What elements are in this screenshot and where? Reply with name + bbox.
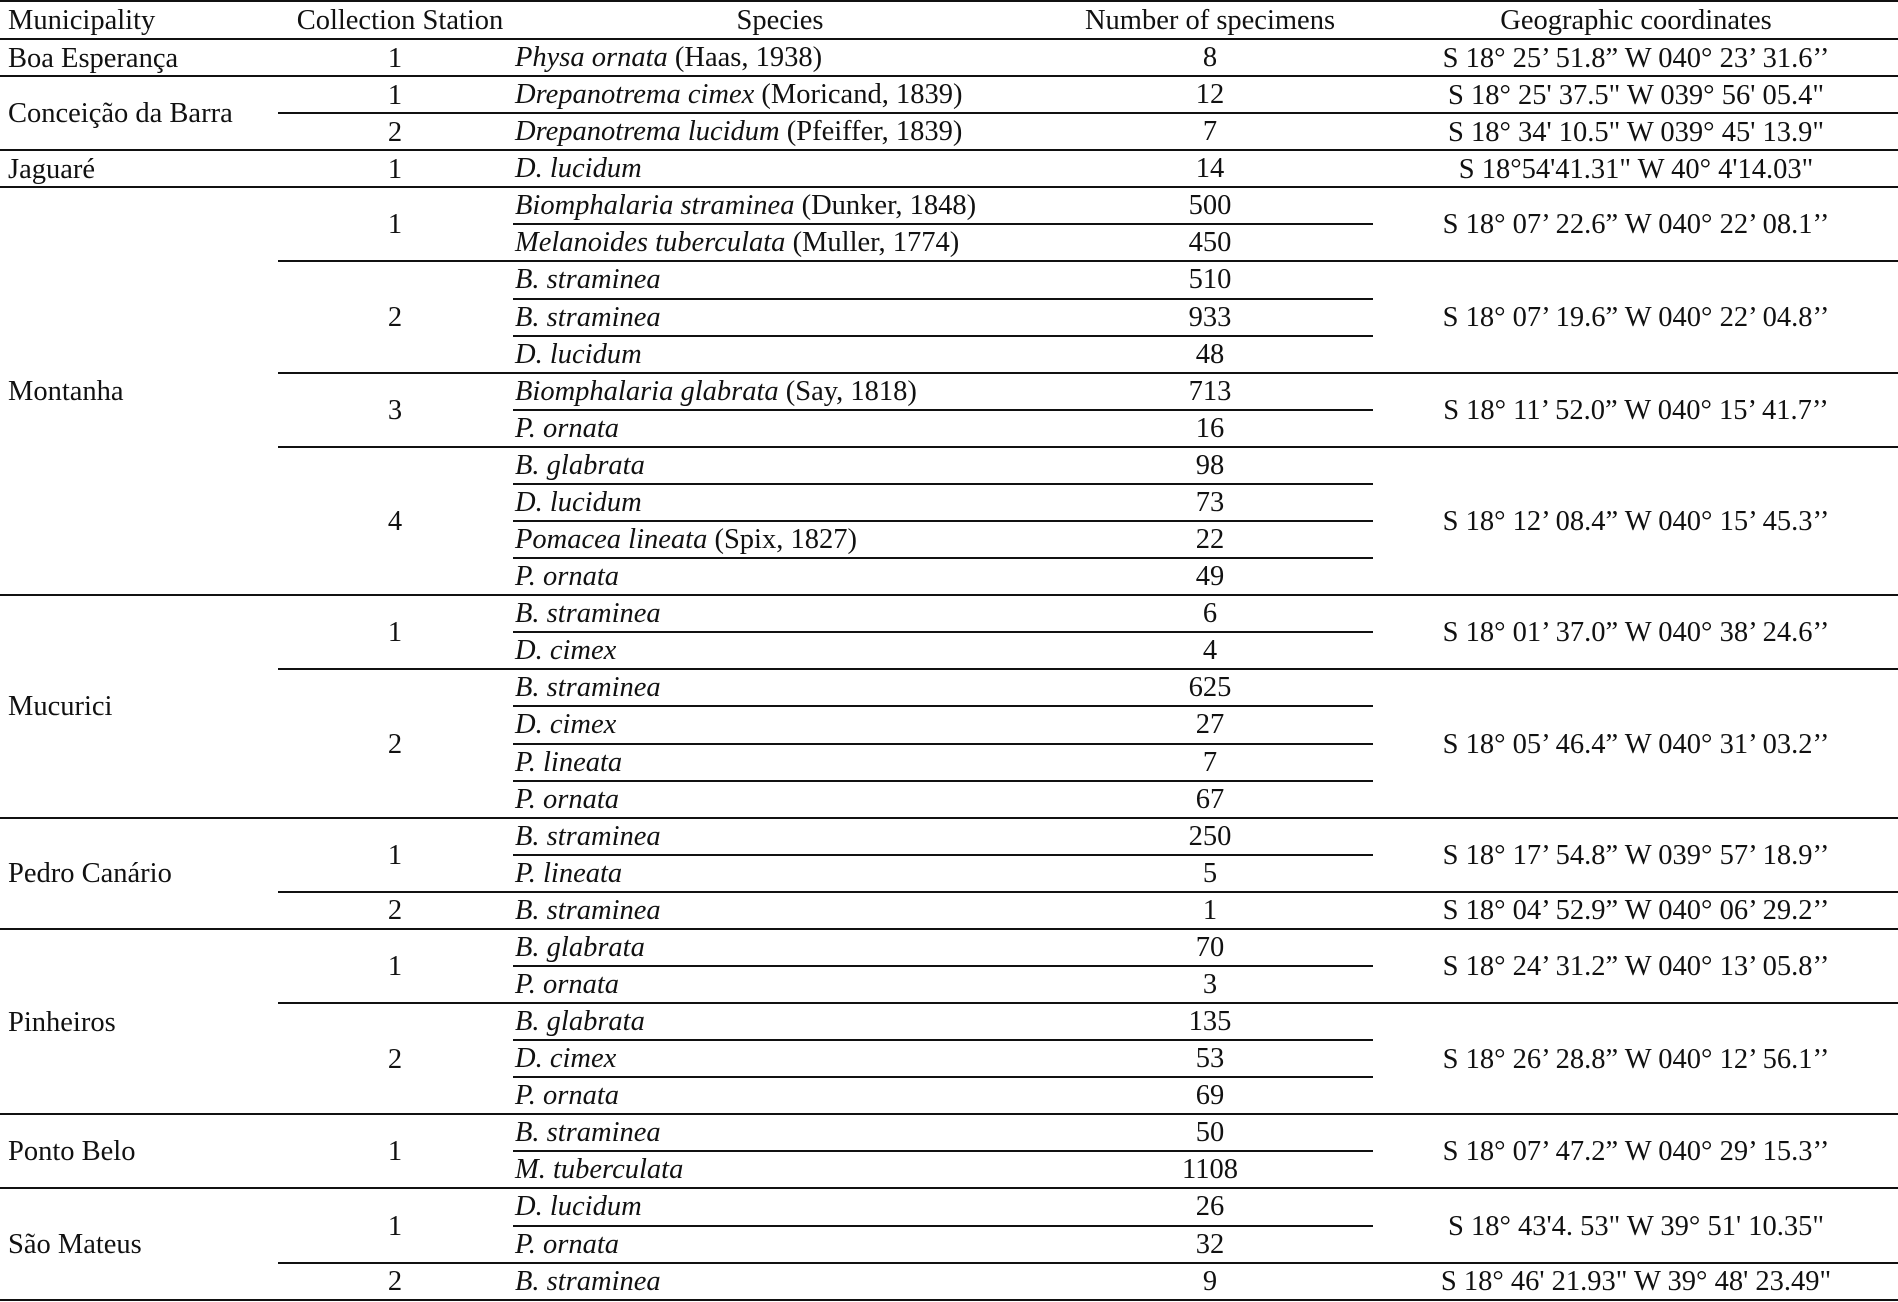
geographic-coordinates: S 18° 07’ 22.6” W 040° 22’ 08.1’’: [1442, 209, 1830, 241]
specimen-count: 69: [1195, 1080, 1225, 1112]
species-authority: (Say, 1818): [778, 375, 917, 407]
collection-station: 2: [387, 895, 403, 927]
species-name: [515, 150, 642, 187]
specimen-count: 12: [1195, 79, 1225, 111]
table-rule: [0, 149, 1898, 151]
species-name: [515, 521, 857, 558]
species-binomial: D. cimex: [515, 1043, 617, 1075]
specimen-count: 26: [1195, 1191, 1225, 1223]
species-name: [515, 1114, 661, 1151]
collection-station: 1: [387, 839, 403, 871]
species-authority: (Dunker, 1848): [794, 190, 977, 222]
table-rule: [513, 520, 1373, 522]
species-binomial: D. lucidum: [515, 153, 642, 185]
specimen-count: 67: [1195, 783, 1225, 815]
specimen-count: 4: [1202, 635, 1218, 667]
species-name: [515, 855, 622, 892]
species-name: [515, 39, 822, 76]
specimen-count: 250: [1188, 820, 1232, 852]
species-binomial: D. lucidum: [515, 338, 642, 370]
table-rule: [513, 335, 1373, 337]
table-rule: [513, 780, 1373, 782]
collection-station: 1: [387, 153, 403, 185]
species-binomial: Melanoides tuberculata: [515, 227, 786, 259]
species-binomial: P. lineata: [515, 857, 623, 889]
table-rule: [278, 668, 1898, 670]
collection-station: 2: [387, 116, 403, 148]
specimen-count: 1108: [1182, 1154, 1238, 1186]
species-name: [515, 1077, 619, 1114]
header-geographic-coordinates: Geographic coordinates: [1500, 5, 1772, 36]
table-rule: [513, 223, 1373, 225]
table-rule: [0, 928, 1898, 930]
species-binomial: D. lucidum: [515, 486, 642, 518]
collection-station: 2: [387, 302, 403, 334]
geographic-coordinates: S 18° 34' 10.5" W 039° 45' 13.9": [1448, 116, 1824, 148]
species-binomial: B. straminea: [515, 598, 661, 630]
table-rule: [278, 446, 1898, 448]
specimen-count: 713: [1188, 375, 1232, 407]
specimen-count: 32: [1195, 1228, 1225, 1260]
species-name: [515, 669, 661, 706]
species-name: [515, 818, 661, 855]
table-rule: [0, 1187, 1898, 1189]
species-binomial: D. lucidum: [515, 1191, 642, 1223]
species-name: [515, 1151, 683, 1188]
species-binomial: B. glabrata: [515, 931, 645, 963]
collection-station: 1: [387, 1136, 403, 1168]
header-number-of-specimens: Number of specimens: [1084, 5, 1336, 36]
table-rule: [513, 743, 1373, 745]
specimen-count: 3: [1202, 969, 1218, 1000]
species-name: [515, 558, 619, 595]
table-rule: [278, 260, 1898, 262]
municipality-name: Ponto Belo: [8, 1136, 136, 1168]
species-name: [515, 113, 962, 150]
specimen-count: 73: [1195, 486, 1225, 518]
collection-station: 2: [387, 1043, 403, 1075]
species-name: [515, 299, 661, 336]
species-name: [515, 781, 619, 818]
geographic-coordinates: S 18° 25' 37.5" W 039° 56' 05.4": [1448, 79, 1824, 111]
species-binomial: B. straminea: [515, 672, 661, 704]
species-binomial: B. straminea: [515, 894, 661, 926]
geographic-coordinates: S 18° 04’ 52.9” W 040° 06’ 29.2’’: [1442, 895, 1830, 927]
species-binomial: D. cimex: [515, 635, 617, 667]
specimen-count: 510: [1188, 264, 1232, 296]
species-name: [515, 1226, 619, 1263]
header-municipality: Municipality: [8, 5, 156, 36]
specimen-count: 6: [1202, 598, 1218, 630]
geographic-coordinates: S 18° 12’ 08.4” W 040° 15’ 45.3’’: [1442, 506, 1830, 538]
geographic-coordinates: S 18° 43'4. 53" W 39° 51' 10.35": [1448, 1210, 1824, 1242]
specimen-count: 450: [1188, 227, 1232, 259]
header-species: Species: [736, 5, 824, 36]
geographic-coordinates: S 18° 07’ 19.6” W 040° 22’ 04.8’’: [1442, 302, 1830, 334]
species-name: [515, 1003, 645, 1040]
species-binomial: P. ornata: [515, 1080, 619, 1112]
table-rule: [513, 1150, 1373, 1152]
species-name: [515, 1188, 642, 1225]
table-rule: [513, 1225, 1373, 1227]
species-authority: (Spix, 1827): [707, 524, 857, 556]
collection-station: 4: [387, 506, 403, 538]
municipality-name: Pedro Canário: [8, 858, 172, 890]
table-rule: [0, 817, 1898, 819]
specimen-count: 933: [1188, 301, 1232, 333]
geographic-coordinates: S 18° 17’ 54.8” W 039° 57’ 18.9’’: [1442, 839, 1830, 871]
specimen-count: 14: [1195, 153, 1225, 185]
species-name: [515, 484, 642, 521]
species-binomial: Physa ornata: [515, 42, 668, 73]
municipality-name: Montanha: [8, 376, 124, 408]
species-name: [515, 1263, 661, 1300]
specimen-count: 22: [1195, 524, 1225, 556]
table-rule: [513, 965, 1373, 967]
specimen-count: 48: [1195, 338, 1225, 370]
table-rule: [513, 1039, 1373, 1041]
collection-station: 1: [387, 209, 403, 241]
specimen-count: 7: [1202, 116, 1218, 148]
species-name: [515, 76, 962, 113]
collection-station: 1: [387, 42, 403, 74]
geographic-coordinates: S 18° 05’ 46.4” W 040° 31’ 03.2’’: [1442, 728, 1830, 760]
species-name: [515, 410, 619, 447]
specimen-count: 135: [1188, 1006, 1232, 1038]
species-binomial: Drepanotrema cimex: [515, 79, 755, 111]
collection-station: 1: [387, 617, 403, 649]
geographic-coordinates: S 18° 26’ 28.8” W 040° 12’ 56.1’’: [1442, 1043, 1830, 1075]
species-name: [515, 224, 959, 261]
species-binomial: P. ornata: [515, 783, 619, 815]
species-name: [515, 373, 917, 410]
species-binomial: P. ornata: [515, 969, 619, 1000]
species-name: [515, 595, 661, 632]
geographic-coordinates: S 18° 11’ 52.0” W 040° 15’ 41.7’’: [1443, 394, 1829, 426]
table-rule: [0, 186, 1898, 188]
table-rule: [278, 891, 1898, 893]
collection-station: 1: [387, 79, 403, 111]
species-binomial: B. straminea: [515, 1117, 661, 1149]
species-binomial: B. straminea: [515, 820, 661, 852]
table-rule: [0, 1113, 1898, 1115]
specimen-count: 8: [1202, 42, 1218, 73]
specimen-count: 70: [1195, 931, 1225, 963]
table-rule: [278, 112, 1898, 114]
species-binomial: B. glabrata: [515, 449, 645, 481]
table-rule: [513, 631, 1373, 633]
table-rule: [278, 372, 1898, 374]
species-name: [515, 187, 976, 224]
specimen-count: 27: [1195, 709, 1225, 741]
species-name: [515, 632, 616, 669]
species-name: [515, 1040, 616, 1077]
specimen-count: 625: [1188, 672, 1232, 704]
table-rule: [278, 1002, 1898, 1004]
table-rule: [513, 409, 1373, 411]
species-name: [515, 447, 645, 484]
table-rule: [0, 1299, 1898, 1301]
geographic-coordinates: S 18° 25’ 51.8” W 040° 23’ 31.6’’: [1442, 42, 1830, 74]
species-binomial: Pomacea lineata: [515, 524, 708, 556]
table-rule: [513, 483, 1373, 485]
specimen-count: 16: [1195, 412, 1225, 444]
species-binomial: M. tuberculata: [515, 1154, 684, 1186]
species-binomial: Biomphalaria straminea: [515, 190, 795, 222]
specimen-count: 5: [1202, 857, 1218, 889]
species-name: [515, 706, 616, 743]
municipality-name: Mucurici: [8, 691, 113, 723]
table-rule: [513, 298, 1373, 300]
species-name: [515, 966, 619, 1003]
table-rule: [513, 1076, 1373, 1078]
species-binomial: P. lineata: [515, 746, 623, 778]
geographic-coordinates: S 18° 24’ 31.2” W 040° 13’ 05.8’’: [1442, 951, 1830, 982]
species-binomial: B. straminea: [515, 264, 661, 296]
specimen-count: 9: [1202, 1265, 1218, 1297]
collection-station: 2: [387, 1266, 403, 1298]
municipality-name: Boa Esperança: [8, 42, 179, 74]
collection-station: 2: [387, 728, 403, 760]
geographic-coordinates: S 18° 07’ 47.2” W 040° 29’ 15.3’’: [1442, 1136, 1830, 1168]
specimen-count: 49: [1195, 561, 1225, 593]
specimen-count: 50: [1195, 1117, 1225, 1149]
specimen-count: 53: [1195, 1043, 1225, 1075]
species-binomial: P. ornata: [515, 412, 619, 444]
species-name: [515, 929, 645, 966]
specimen-count: 98: [1195, 449, 1225, 481]
species-binomial: B. straminea: [515, 301, 661, 333]
species-authority: (Moricand, 1839): [754, 79, 963, 111]
species-binomial: P. ornata: [515, 1228, 619, 1260]
table-rule: [0, 75, 1898, 77]
municipality-name: Pinheiros: [8, 1006, 116, 1038]
species-binomial: B. straminea: [515, 1265, 661, 1297]
geographic-coordinates: S 18° 46' 21.93" W 39° 48' 23.49": [1440, 1266, 1832, 1298]
table-rule: [278, 1262, 1898, 1264]
species-binomial: D. cimex: [515, 709, 617, 741]
species-binomial: Biomphalaria glabrata: [515, 375, 779, 407]
specimen-count: 7: [1202, 746, 1218, 778]
header-collection-station: Collection Station: [296, 5, 504, 36]
species-authority: (Muller, 1774): [785, 227, 960, 259]
municipality-name: Conceição da Barra: [8, 98, 233, 130]
species-name: [515, 261, 661, 298]
municipality-name: Jaguaré: [8, 153, 96, 185]
table-rule: [0, 0, 1898, 2]
collection-station: 1: [387, 951, 403, 982]
species-binomial: P. ornata: [515, 561, 619, 593]
table-rule: [513, 557, 1373, 559]
species-authority: (Pfeiffer, 1839): [779, 116, 963, 148]
species-name: [515, 892, 661, 929]
municipality-name: São Mateus: [8, 1229, 142, 1261]
table-rule: [0, 594, 1898, 596]
collection-station: 1: [387, 1210, 403, 1242]
species-name: [515, 336, 642, 373]
table-rule: [513, 854, 1373, 856]
geographic-coordinates: S 18°54'41.31" W 40° 4'14.03": [1458, 153, 1814, 185]
geographic-coordinates: S 18° 01’ 37.0” W 040° 38’ 24.6’’: [1442, 617, 1830, 649]
specimen-count: 1: [1202, 894, 1218, 926]
species-name: [515, 744, 622, 781]
specimen-count: 500: [1188, 190, 1232, 222]
table-rule: [513, 705, 1373, 707]
species-authority: (Haas, 1938): [667, 42, 823, 73]
species-binomial: Drepanotrema lucidum: [515, 116, 780, 148]
collection-station: 3: [387, 394, 403, 426]
table-rule: [0, 38, 1898, 40]
species-binomial: B. glabrata: [515, 1006, 645, 1038]
